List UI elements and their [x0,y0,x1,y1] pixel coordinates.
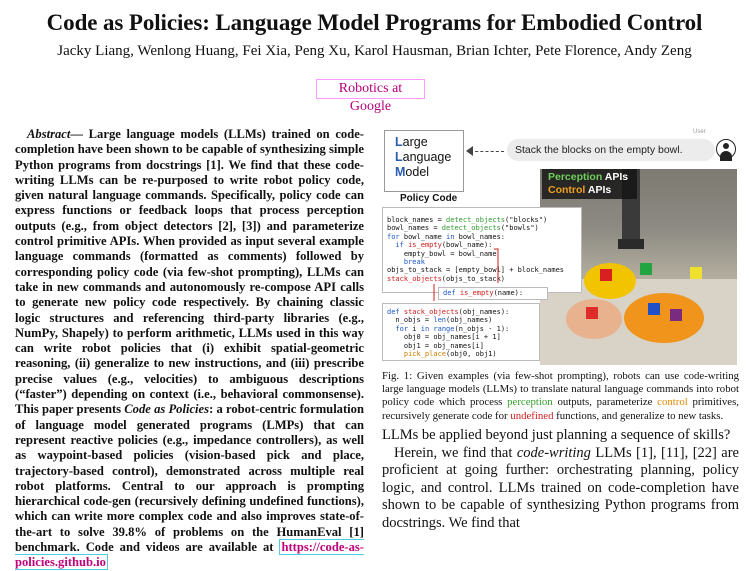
abstract-label: Abstract [27,127,71,141]
user-icon [716,139,736,159]
is-empty-def-block: def is_empty(name): [438,287,548,300]
block-purple [670,309,682,321]
block-blue [648,303,660,315]
control-apis-label: Control APIs [548,184,612,196]
policy-code-label: Policy Code [400,193,458,204]
block-red-2 [586,307,598,319]
bowl-orange [624,293,704,343]
stack-objects-def-block: def stack_objects(obj_names): n_objs = len(obj_names) for i in range(n_objs - 1): obj0 = obj_names[i + 1] obj1 = obj_names[i] pick_place(obj0, obj1) [382,303,540,361]
policy-code-block: block_names = detect_objects("blocks") bowl_names = detect_objects("bowls") for bowl_name in bowl_names: if is_empty(bowl_name): empty_bowl = bowl_name break objs_to_stack = [empty_bowl] + block_names stack_objects(objs_to_stack) [382,207,582,293]
llm-line-3: Model [395,165,430,179]
body-text [382,427,739,533]
bowl-pink [566,299,622,339]
body-line-1: LLMs be applied beyond just planning a sequence of skills? [382,427,731,443]
api-legend [542,169,637,199]
abstract [15,127,364,571]
abstract-part1: Large language models (LLMs) trained on code-completion have been shown to be capable of synthesizing simple Python programs from docstrings [1]. We find that these code-writing LLMs can be re-purposed to write robot policy code, given natural language commands. Specifically, policy code can express functions or feedback loops that process perception outputs (e.g., from object detectors [2], [3]) and parameterize control primitive APIs. When provided as input several example language commands (formatted as comments) followed by corresponding policy code (via few-shot prompting), LLMs can take in new commands and autonomously re-compose API calls to generate new policy code respectively. By chaining classic logic structures and referencing third-party libraries (e.g., NumPy, Shapely) to perform arithmetic, LLMs used in this way can write robot policies that (i) exhibit spatial-geometric reasoning, (ii) generalize to new instructions, and (iii) prescribe precise values (e.g., velocities) to ambiguous descriptions (“faster”) depending on context (i.e., behavioral commonsense). This paper presents [15,127,364,417]
block-green [640,263,652,275]
affiliation-box: Robotics at Google [316,79,425,99]
body-paragraph-2: Herein, we find that code-writing LLMs [1], [11], [22] are proficient at going further: orchestrating planning, policy logic, and control. LLMs trained on code-completion have shown to be capable of synthesizing Python programs from docstrings. We find that [382,444,739,531]
perception-apis-label: Perception APIs [548,171,629,183]
user-message-bubble: Stack the blocks on the empty bowl. [507,139,715,161]
paper-title: Code as Policies: Language Model Programs for Embodied Control [46,10,703,35]
abstract-dash: — [70,127,89,141]
abstract-method-name: Code as Policies [124,402,210,417]
project-link[interactable]: https://code-as-policies.github.io [15,540,364,570]
abstract-part2: : a robot-centric formulation of language model generated programs (LMPs) that can represent reactive policies (e.g., impedance controllers), as well as waypoint-based policies (vision-based pick and place, trajectory-based control), demonstrated across multiple real robot platforms. Central to our approach is prompting hierarchical code-gen (recursively defining undefined functions), which can write more complex code and also improves state-of-the-art to solve 39.8% of problems on the HumanEval [1] benchmark. Code and videos are available at [15,402,364,555]
block-yellow [690,267,702,279]
author-list: Jacky Liang, Wenlong Huang, Fei Xia, Peng Xu, Karol Hausman, Brian Ichter, Pete Florence, Andy Zeng [57,43,692,59]
robot-gripper [618,239,644,249]
llm-line-1: Large [395,135,428,149]
prompt-arrow-head [466,146,473,156]
block-red [600,269,612,281]
user-tag: User [693,129,706,135]
figure-1 [382,125,737,365]
llm-line-2: Language [395,150,452,164]
figure-caption: Fig. 1: Given examples (via few-shot prompting), robots can use code-writing large language models (LLMs) to translate natural language commands into robot policy code which process perception outputs, parameterize control primitives, recursively generate code for undefined functions, and generalize to new tasks. [382,370,739,422]
llm-box [384,130,464,192]
prompt-arrow-line [470,151,504,152]
